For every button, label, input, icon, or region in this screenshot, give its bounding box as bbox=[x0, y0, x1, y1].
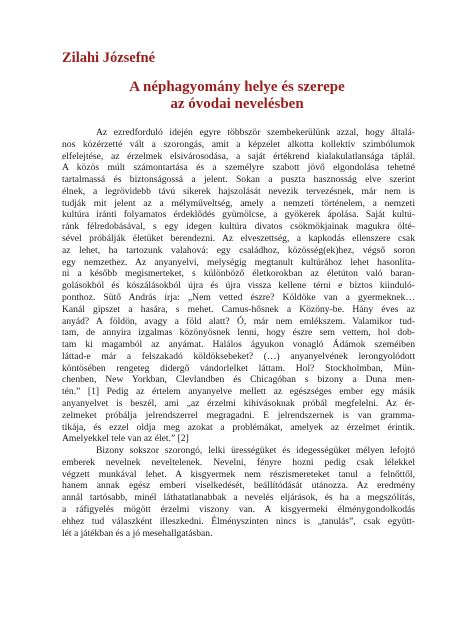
text-line: chenben, New Yorkban, Clevlandben és Chicagóban s bizony a Duna men- bbox=[62, 374, 415, 386]
text-line: golásokból és kószálásokból újra és újra vissza kellene térni e biztos kiinduló- bbox=[62, 280, 415, 292]
text-line: élnek, a legrövidebb távú sikerek hajszolását nevezik tervezésnek, már nem is bbox=[62, 185, 415, 197]
text-line: kultúra iránti folyamatos érdeklődés gyümölcse, a gyökerek ápolása. Saját kultú- bbox=[62, 209, 415, 221]
text-line: az lehet, ha tartozunk valahová: egy családhoz, közösség(ek)hez, végső soron bbox=[62, 244, 415, 256]
text-line: tartalmassá és biztonságossá a jelent. Sokan a puszta hasznosság elve szerint bbox=[62, 174, 415, 186]
text-line: Az ezredforduló idején egyre többször szembekerülünk azzal, hogy általá- bbox=[96, 127, 415, 138]
text-line: zelmeket próbálja jelrendszerrel megragadni. E jelrendszernek is van gramma- bbox=[62, 409, 415, 421]
title-line: A néphagyomány helye és szerepe bbox=[129, 79, 345, 95]
text-line: annál tartósabb, minél láthatatlanabbak a nevelés eljárások, és ha a megszólítás, bbox=[62, 492, 415, 504]
text-line: ponthoz. Sütő András írja: „Nem vetted észre? Köldöke van a gyermeknek… bbox=[62, 291, 415, 303]
paragraph bbox=[62, 445, 415, 539]
text-line: elfelejtése, az érzelmek elsivárosodása, a saját értékrend kialakulatlansága táplál. bbox=[62, 150, 415, 162]
text-line: emberek nevelnek neveltelenek. Nevelni, fényre hozni pedig csak lélekkel bbox=[62, 456, 415, 468]
author-name: Zilahi Józsefné bbox=[62, 50, 156, 66]
text-line: Amelyekkel tele van az élet.” [2] bbox=[62, 433, 189, 445]
text-line: ehhez tud válaszként illeszkedni. Élményszinten nincs is „tanulás”, csak együtt- bbox=[62, 515, 415, 527]
text-line: tikája, és ezzel oldja meg azokat a problémákat, amelyek az érzelmet érintik. bbox=[62, 421, 415, 433]
text-line: köntösében rengeteg didergő vándorlelket láttam. Hol? Stockholmban, Mün- bbox=[62, 362, 415, 374]
title-line: az óvodai nevelésben bbox=[170, 96, 304, 112]
text-line: ni a később megismerteket, s különböző életkorokban az életúton való baran- bbox=[62, 268, 415, 280]
text-line: lét a játékban és a jó mesehallgatásban. bbox=[62, 527, 213, 539]
text-line: egy nemzethez. Az anyanyelvi, melységig megtanult kultúrához lehet hasonlíta- bbox=[62, 256, 415, 268]
text-line: végzett munkával lehet. A kisgyermek nem részismereteket tanul a felnőttől, bbox=[62, 468, 415, 480]
article-body bbox=[62, 127, 415, 539]
text-line: Bizony sokszor szorongó, lelki ürességüket és idegességüket mélyen lefojtó bbox=[96, 445, 415, 457]
text-line: ránk félredobásával, s egy idegen kultúra divatos csökmökjainak magukra ölté- bbox=[62, 221, 415, 233]
text-line: nos közérzetté vált a szorongás, amit a képzelet alkotta kollektív szimbólumok bbox=[62, 138, 415, 150]
text-line: tudják mit jelent az a mélyműveltség, amely a nemzeti történelem, a nemzeti bbox=[62, 197, 415, 209]
text-line: anyád? A földön, avagy a föld alatt? Ó, már nem emlékszem. Valamikor tud- bbox=[62, 315, 415, 327]
text-line: anyanyelvet is beszél, ami „az érzelmi kihívásoknak próbál megfelelni. Az ér- bbox=[62, 397, 415, 409]
text-line: A közös múlt számontartása és a személyre szabott jövő elgondolása tehetné bbox=[62, 162, 415, 174]
text-line: tén.” [1] Pedig az értelem anyanyelve mellett az egészséges ember egy másik bbox=[62, 386, 415, 398]
text-line: sével próbálják életüket berendezni. Az elveszettség, a kapkodás ellenszere csak bbox=[62, 233, 415, 245]
text-line: a ráfigyelés mögött érzelmi viszony van. A kisgyermeki élménygondolkodás bbox=[62, 504, 415, 515]
paragraph bbox=[62, 127, 415, 445]
text-line: Kanál gipszet a hasára, s mehet. Camus-hősnek a Közöny-be. Hány éves az bbox=[62, 303, 415, 315]
text-line: tam ki magamból az anyámat. Halálos ágyukon vonagló Ádámok szeméiben bbox=[62, 339, 415, 351]
article-title bbox=[0, 79, 474, 113]
text-line: tam, de annyira izgalmas közönyösnek lenni, hogy észre sem vettem, hol dob- bbox=[62, 327, 415, 339]
text-line: hanem annak egész emberi viselkedését, beállítódását utánozza. Az eredmény bbox=[62, 480, 415, 492]
text-line: láttad-e már a felszakadó köldöksebeket? (…) anyanyelvének lerongyolódott bbox=[62, 350, 415, 362]
